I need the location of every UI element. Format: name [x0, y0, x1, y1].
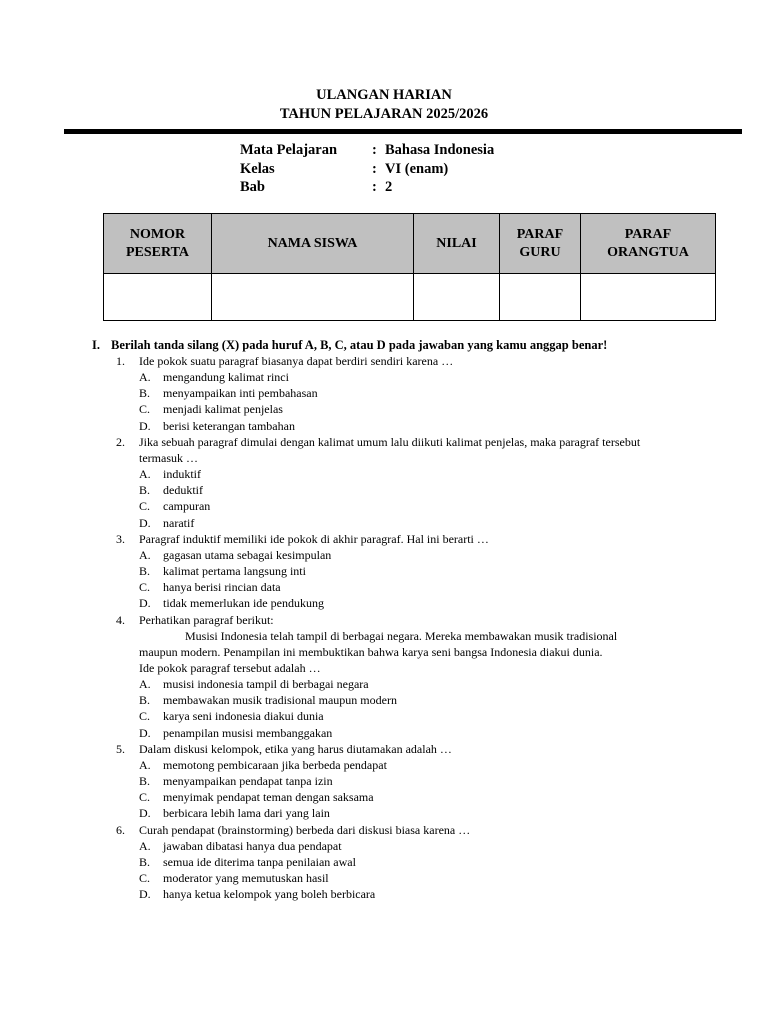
option-text: induktif	[163, 467, 201, 482]
answer-option[interactable]	[139, 805, 656, 821]
option-text: semua ide diterima tanpa penilaian awal	[163, 854, 356, 869]
header-divider	[64, 129, 742, 134]
answer-option[interactable]	[139, 482, 656, 498]
exam-meta	[240, 141, 494, 197]
option-letter: A.	[139, 467, 151, 482]
option-letter: C.	[139, 709, 151, 724]
header-text: NOMOR	[129, 226, 186, 242]
academic-year-title: TAHUN PELAJARAN 2025/2026	[279, 106, 489, 122]
option-text: menjadi kalimat penjelas	[163, 402, 283, 417]
exam-title: ULANGAN HARIAN	[316, 87, 452, 103]
identity-table-header	[104, 214, 716, 274]
meta-label: Kelas	[240, 160, 275, 177]
section-instruction	[92, 338, 607, 353]
option-text: membawakan musik tradisional maupun modern	[163, 693, 397, 708]
answer-option[interactable]	[139, 418, 656, 434]
header-text: NAMA SISWA	[267, 235, 358, 251]
student-identity-table	[103, 213, 716, 321]
instruction-text: Berilah tanda silang (X) pada huruf A, B, C, atau D pada jawaban yang kamu anggap benar!	[111, 338, 608, 352]
option-letter: D.	[139, 418, 151, 433]
meta-label: Bab	[240, 179, 265, 195]
question-body	[139, 353, 656, 434]
answer-option[interactable]	[139, 466, 656, 482]
question-item	[116, 741, 656, 822]
question-text: Curah pendapat (brainstorming) berbeda dari diskusi biasa karena …	[139, 822, 471, 837]
option-text: menyampaikan pendapat tanpa izin	[163, 774, 333, 789]
question-item	[116, 822, 656, 903]
option-text: gagasan utama sebagai kesimpulan	[163, 547, 332, 562]
option-text: kalimat pertama langsung inti	[163, 564, 306, 579]
option-text: menyampaikan inti pembahasan	[163, 386, 318, 401]
answer-option[interactable]	[139, 725, 656, 741]
paraf-guru-cell[interactable]	[500, 274, 581, 321]
question-number: 4.	[116, 612, 125, 627]
identity-table-blank-row	[104, 274, 716, 321]
meta-colon: :	[372, 179, 377, 195]
section-number: I.	[92, 338, 100, 352]
option-text: berisi keterangan tambahan	[163, 418, 295, 433]
question-text: Paragraf induktif memiliki ide pokok di akhir paragraf. Hal ini berarti …	[139, 531, 489, 546]
answer-option[interactable]	[139, 547, 656, 563]
answer-option[interactable]	[139, 579, 656, 595]
reading-passage: Musisi Indonesia telah tampil di berbagai negara. Mereka membawakan musik tradisional maupun modern. Penampilan ini membuktikan bahwa karya seni bangsa Indonesia diakui dunia.	[139, 628, 618, 659]
header-text: NILAI	[436, 235, 477, 251]
option-letter: B.	[139, 774, 151, 789]
option-letter: A.	[139, 838, 151, 853]
header-text: PARAF	[516, 226, 564, 242]
option-text: jawaban dibatasi hanya dua pendapat	[163, 838, 342, 853]
question-list	[116, 353, 656, 902]
option-letter: C.	[139, 499, 151, 514]
question-text: Jika sebuah paragraf dimulai dengan kalimat umum lalu diikuti kalimat penjelas, maka paragraf tersebut termasuk …	[139, 434, 641, 465]
option-text: karya seni indonesia diakui dunia	[163, 709, 324, 724]
paraf-orangtua-cell[interactable]	[581, 274, 716, 321]
nomor-peserta-cell[interactable]	[104, 274, 212, 321]
option-letter: D.	[139, 725, 151, 740]
question-body	[139, 531, 656, 612]
header-nama-siswa	[212, 214, 414, 274]
question-item	[116, 353, 656, 434]
question-item	[116, 531, 656, 612]
question-prompt: Ide pokok paragraf tersebut adalah …	[139, 660, 321, 675]
answer-option[interactable]	[139, 515, 656, 531]
option-text: musisi indonesia tampil di berbagai negara	[163, 677, 369, 692]
option-letter: B.	[139, 693, 151, 708]
answer-option[interactable]	[139, 692, 656, 708]
meta-value: 2	[385, 179, 393, 195]
question-number: 2.	[116, 434, 125, 449]
answer-option[interactable]	[139, 708, 656, 724]
answer-option[interactable]	[139, 369, 656, 385]
option-text: berbicara lebih lama dari yang lain	[163, 806, 330, 821]
meta-row-chapter	[240, 178, 494, 197]
header-paraf-orangtua	[581, 214, 716, 274]
option-letter: B.	[139, 386, 151, 401]
option-letter: B.	[139, 854, 151, 869]
option-letter: A.	[139, 370, 151, 385]
nilai-cell[interactable]	[414, 274, 500, 321]
option-letter: A.	[139, 547, 151, 562]
answer-option[interactable]	[139, 870, 656, 886]
meta-colon: :	[372, 142, 377, 158]
answer-option[interactable]	[139, 773, 656, 789]
option-text: moderator yang memutuskan hasil	[163, 871, 329, 885]
option-letter: C.	[139, 402, 151, 417]
answer-option[interactable]	[139, 401, 656, 417]
option-letter: A.	[139, 677, 151, 692]
option-text: naratif	[163, 515, 195, 530]
question-text: Dalam diskusi kelompok, etika yang harus diutamakan adalah …	[139, 741, 452, 756]
option-letter: C.	[139, 790, 151, 805]
question-number: 6.	[116, 822, 125, 837]
option-letter: C.	[139, 871, 151, 885]
option-text: menyimak pendapat teman dengan saksama	[163, 790, 374, 805]
meta-value: VI (enam)	[385, 160, 449, 177]
question-number: 3.	[116, 531, 125, 546]
answer-option[interactable]	[139, 757, 656, 773]
answer-option[interactable]	[139, 886, 656, 902]
option-letter: D.	[139, 887, 151, 902]
answer-option[interactable]	[139, 789, 656, 805]
option-text: penampilan musisi membanggakan	[163, 725, 333, 740]
answer-option[interactable]	[139, 854, 656, 870]
header-text: ORANGTUA	[607, 244, 689, 260]
meta-value: Bahasa Indonesia	[385, 142, 495, 158]
meta-row-subject	[240, 141, 494, 160]
option-letter: D.	[139, 596, 151, 611]
answer-option[interactable]	[139, 838, 656, 854]
header-nomor-peserta	[104, 214, 212, 274]
option-letter: A.	[139, 757, 151, 772]
option-letter: B.	[139, 483, 151, 498]
option-letter: C.	[139, 580, 151, 595]
header-text: PARAF	[624, 226, 672, 242]
answer-option[interactable]	[139, 676, 656, 692]
header-paraf-guru	[500, 214, 581, 274]
question-text: Ide pokok suatu paragraf biasanya dapat berdiri sendiri karena …	[139, 354, 454, 368]
question-body	[139, 822, 656, 903]
option-letter: D.	[139, 515, 151, 530]
header-nilai	[414, 214, 500, 274]
answer-option[interactable]	[139, 563, 656, 579]
question-item	[116, 434, 656, 531]
answer-option[interactable]	[139, 498, 656, 514]
option-text: memotong pembicaraan jika berbeda pendapat	[163, 757, 387, 772]
question-text: Perhatikan paragraf berikut:	[139, 612, 274, 627]
option-text: campuran	[163, 499, 211, 514]
nama-siswa-cell[interactable]	[212, 274, 414, 321]
option-text: hanya ketua kelompok yang boleh berbicara	[163, 887, 376, 902]
header-text: PESERTA	[125, 244, 190, 260]
question-body	[139, 741, 656, 822]
meta-label: Mata Pelajaran	[240, 142, 338, 158]
answer-option[interactable]	[139, 595, 656, 611]
header-text: GURU	[519, 244, 561, 260]
option-text: tidak memerlukan ide pendukung	[163, 596, 324, 611]
question-number: 1.	[116, 354, 125, 368]
question-number: 5.	[116, 741, 125, 756]
option-letter: B.	[139, 564, 151, 579]
option-text: mengandung kalimat rinci	[163, 370, 289, 385]
answer-option[interactable]	[139, 385, 656, 401]
option-letter: D.	[139, 806, 151, 821]
meta-row-class	[240, 160, 494, 179]
question-body	[139, 434, 656, 531]
meta-colon: :	[372, 160, 377, 177]
option-text: hanya berisi rincian data	[163, 580, 281, 595]
question-item	[116, 612, 656, 741]
option-text: deduktif	[163, 483, 203, 498]
question-body	[139, 612, 656, 741]
